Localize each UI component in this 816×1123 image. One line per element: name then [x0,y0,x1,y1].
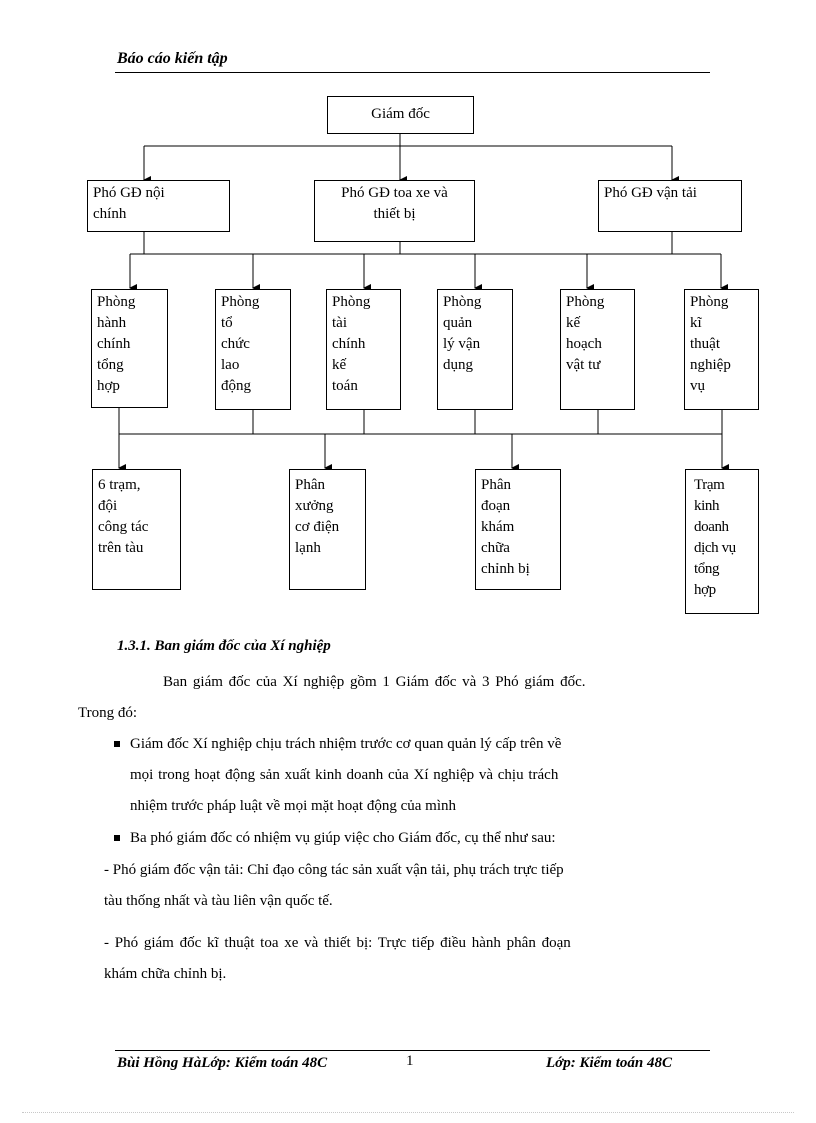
box-deputy-transport: Phó GĐ vận tải [598,180,742,232]
bullet-1-line-1: Giám đốc Xí nghiệp chịu trách nhiệm trước cơ quan quản lý cấp trên về [130,736,562,752]
footer-author-class: Bùi Hồng HàLớp: Kiểm toán 48C [117,1055,328,1071]
box-unit-electrical-workshop: Phân xưởng cơ điện lạnh [289,469,366,590]
paragraph-technical-line-2: khám chữa chỉnh bị. [104,966,227,982]
bullet-1-line-2: mọi trong hoạt động sản xuất kinh doanh của Xí nghiệp và chịu trách [130,767,559,783]
bullet-marker-2 [114,835,120,841]
box-dept-finance-accounting: Phòng tài chính kế toán [326,289,401,410]
box-unit-inspection-section: Phân đoạn khám chữa chỉnh bị [475,469,561,590]
paragraph-transport-line-2: tàu thống nhất và tàu liên vận quốc tế. [104,893,333,909]
box-dept-labor-organization: Phòng tổ chức lao động [215,289,291,410]
box-unit-business-services: Trạm kinh doanh dịch vụ tổng hợp [685,469,759,614]
box-deputy-rolling-stock: Phó GĐ toa xe và thiết bị [314,180,475,242]
paragraph-technical-line-1: - Phó giám đốc kĩ thuật toa xe và thiết bị: Trực tiếp điều hành phân đoạn [104,935,571,951]
box-director: Giám đốc [327,96,474,134]
box-dept-operations-management: Phòng quản lý vận dụng [437,289,513,410]
box-deputy-internal-affairs: Phó GĐ nội chính [87,180,230,232]
box-dept-material-planning: Phòng kế hoạch vật tư [560,289,635,410]
footer-page-number: 1 [406,1053,414,1069]
page-header-title: Báo cáo kiến tập [117,50,228,67]
intro-line-2: Trong đó: [78,705,138,721]
box-unit-stations: 6 trạm, đội công tác trên tàu [92,469,181,590]
footer-rule [115,1050,710,1051]
section-heading: 1.3.1. Ban giám đốc của Xí nghiệp [117,638,331,654]
footer-class: Lớp: Kiểm toán 48C [546,1055,672,1071]
box-dept-technical: Phòng kĩ thuật nghiệp vụ [684,289,759,410]
intro-line-1: Ban giám đốc của Xí nghiệp gồm 1 Giám đốc và 3 Phó giám đốc. [163,674,586,690]
page-bottom-edge [22,1112,794,1113]
bullet-1-line-3: nhiệm trước pháp luật về mọi mặt hoạt động của mình [130,798,456,814]
box-dept-general-admin: Phòng hành chính tổng hợp [91,289,168,408]
paragraph-transport-line-1: - Phó giám đốc vận tải: Chỉ đạo công tác sản xuất vận tải, phụ trách trực tiếp [104,862,564,878]
bullet-2-text: Ba phó giám đốc có nhiệm vụ giúp việc cho Giám đốc, cụ thể như sau: [130,830,556,846]
bullet-marker-1 [114,741,120,747]
